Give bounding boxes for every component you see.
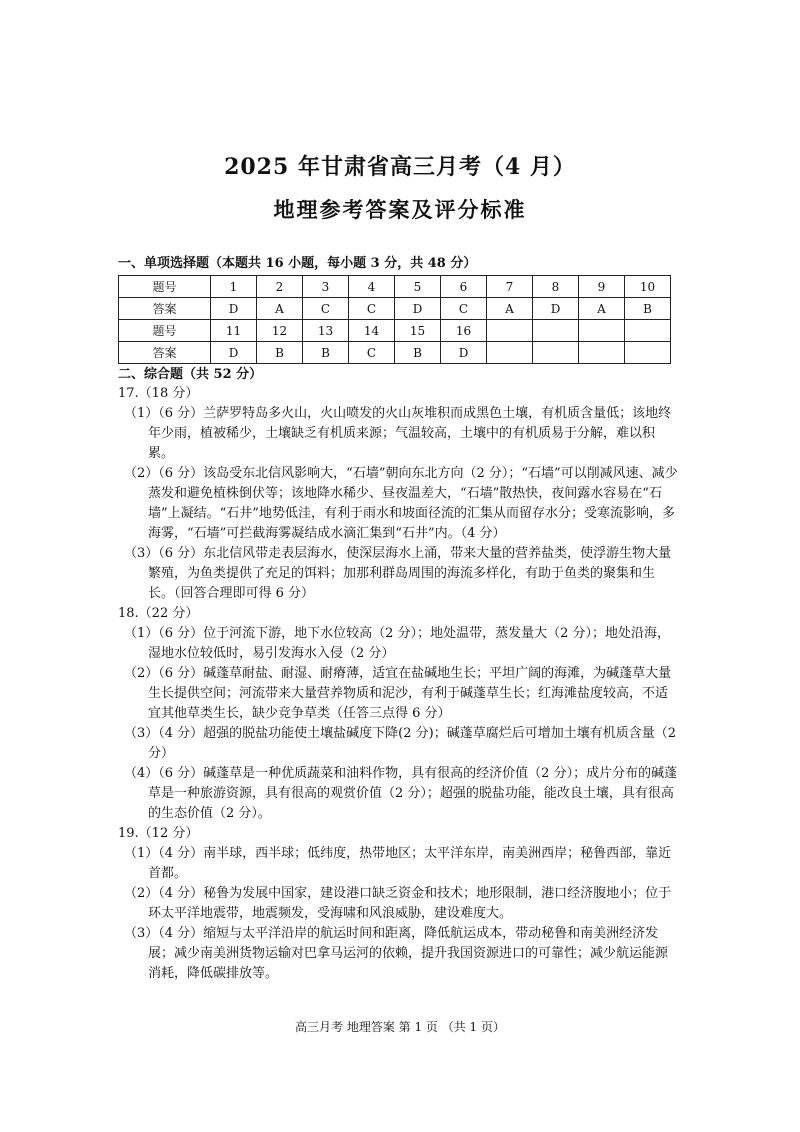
table-cell — [487, 320, 533, 342]
table-cell: 9 — [579, 276, 625, 298]
table-row — [119, 298, 671, 320]
table-cell: C — [441, 298, 487, 320]
table-row — [119, 320, 671, 342]
section1-heading: 一、单项选择题（本题共 16 小题，每小题 3 分，共 48 分） — [118, 256, 477, 271]
table-cell — [533, 320, 579, 342]
table-cell — [625, 320, 671, 342]
answer-item: （1）（6 分）位于河流下游，地下水位较高（2 分）；地处温带，蒸发量大（2 分）；地处沿海，湿地水位较低时，易引发海水入侵（2 分） — [124, 626, 670, 661]
table-cell: B — [395, 342, 441, 364]
table-cell: A — [487, 298, 533, 320]
answer-item: （3）（4 分）缩短与太平洋沿岸的航运时间和距离，降低航运成本，带动秘鲁和南美洲经济发展；减少南美洲货物运输对巴拿马运河的依赖，提升我国资源进口的可靠性；减少航运能源消耗，降低碳排放等。 — [124, 926, 669, 981]
table-cell: B — [303, 342, 349, 364]
question-list — [118, 384, 678, 984]
answer-item: （3）（6 分）东北信风带走表层海水，使深层海水上涌，带来大量的营养盐类，使浮游生物大量繁殖，为鱼类提供了充足的饵料；加那利群岛周围的海流多样化，有助于鱼类的聚集和生长。（回答合理即可得 6 分） — [124, 546, 672, 601]
table-cell: 4 — [349, 276, 395, 298]
question-heading: 18.（22 分） — [118, 606, 199, 621]
page-subtitle: 地理参考答案及评分标准 — [273, 197, 527, 222]
table-cell: D — [211, 342, 257, 364]
row-label: 题号 — [119, 320, 211, 342]
table-cell — [625, 342, 671, 364]
table-cell: C — [349, 298, 395, 320]
table-cell: D — [395, 298, 441, 320]
table-cell: 6 — [441, 276, 487, 298]
table-cell: 11 — [211, 320, 257, 342]
table-cell: 3 — [303, 276, 349, 298]
table-row — [119, 342, 671, 364]
table-cell: B — [257, 342, 303, 364]
table-cell — [579, 320, 625, 342]
table-cell: A — [257, 298, 303, 320]
row-label: 答案 — [119, 298, 211, 320]
question-block — [118, 384, 678, 604]
table-cell: D — [211, 298, 257, 320]
page-footer: 高三月考 地理答案 第 1 页 （共 1 页） — [295, 1020, 505, 1034]
question-heading: 19.（12 分） — [118, 826, 199, 841]
table-cell: 7 — [487, 276, 533, 298]
table-cell: 14 — [349, 320, 395, 342]
question-block — [118, 604, 678, 824]
table-cell: 2 — [257, 276, 303, 298]
question-heading: 17.（18 分） — [118, 386, 199, 401]
content — [118, 255, 678, 984]
answer-item: （1）（4 分）南半球，西半球；低纬度，热带地区；太平洋东岸，南美洲西岸；秘鲁西部，靠近首都。 — [124, 846, 672, 881]
page-title: 2025 年甘肃省高三月考（4 月） — [224, 154, 576, 180]
table-cell — [487, 342, 533, 364]
table-cell: 13 — [303, 320, 349, 342]
table-cell: C — [303, 298, 349, 320]
answer-item: （2）（4 分）秘鲁为发展中国家，建设港口缺乏资金和技术；地形限制，港口经济腹地小；位于环太平洋地震带，地震频发，受海啸和风浪威胁，建设难度大。 — [124, 886, 672, 921]
table-cell: 12 — [257, 320, 303, 342]
answer-item: （2）（6 分）该岛受东北信风影响大，“石墙”朝向东北方向（2 分）；“石墙”可以削减风速、减少蒸发和避免植株倒伏等；该地降水稀少、昼夜温差大，“石墙”散热快，夜间露水容易在“石墙”上凝结。“石井”地势低洼，有利于雨水和坡面径流的汇集从而留存水分；受寒流影响，多海雾，“石墙”可拦截海雾凝结成水滴汇集到“石井”内。（4 分） — [124, 466, 678, 541]
table-cell: 5 — [395, 276, 441, 298]
answer-table — [118, 275, 671, 364]
row-label: 题号 — [119, 276, 211, 298]
table-cell: 10 — [625, 276, 671, 298]
row-label: 答案 — [119, 342, 211, 364]
table-cell: C — [349, 342, 395, 364]
table-cell: 16 — [441, 320, 487, 342]
table-cell: 8 — [533, 276, 579, 298]
table-cell: 15 — [395, 320, 441, 342]
question-block — [118, 824, 678, 984]
section2-heading: 二、综合题（共 52 分） — [118, 367, 263, 382]
table-cell: D — [533, 298, 579, 320]
table-cell: D — [441, 342, 487, 364]
answer-item: （3）（4 分）超强的脱盐功能使土壤盐碱度下降(2 分)；碱蓬草腐烂后可增加土壤有机质含量（2 分） — [124, 726, 676, 761]
table-row — [119, 276, 671, 298]
answer-item: （1）（6 分）兰萨罗特岛多火山，火山喷发的火山灰堆积而成黑色土壤，有机质含量低；该地终年少雨，植被稀少，土壤缺乏有机质来源；气温较高，土壤中的有机质易于分解，难以积累。 — [124, 406, 672, 461]
answer-item: （2）（6 分）碱蓬草耐盐、耐湿、耐瘠薄，适宜在盐碱地生长；平坦广阔的海滩，为碱蓬草大量生长提供空间；河流带来大量营养物质和泥沙，有利于碱蓬草生长；红海滩盐度较高，不适宜其他草类生长，缺少竞争草类（任答三点得 6 分） — [124, 666, 672, 721]
table-cell: 1 — [211, 276, 257, 298]
table-cell — [579, 342, 625, 364]
answer-item: （4）（6 分）碱蓬草是一种优质蔬菜和油料作物，具有很高的经济价值（2 分）；成片分布的碱蓬草是一种旅游资源，具有很高的观赏价值（2 分）；超强的脱盐功能，能改良土壤，具有很高的生态价值（2 分）。 — [124, 766, 678, 821]
table-cell: B — [625, 298, 671, 320]
table-cell — [533, 342, 579, 364]
table-cell: A — [579, 298, 625, 320]
